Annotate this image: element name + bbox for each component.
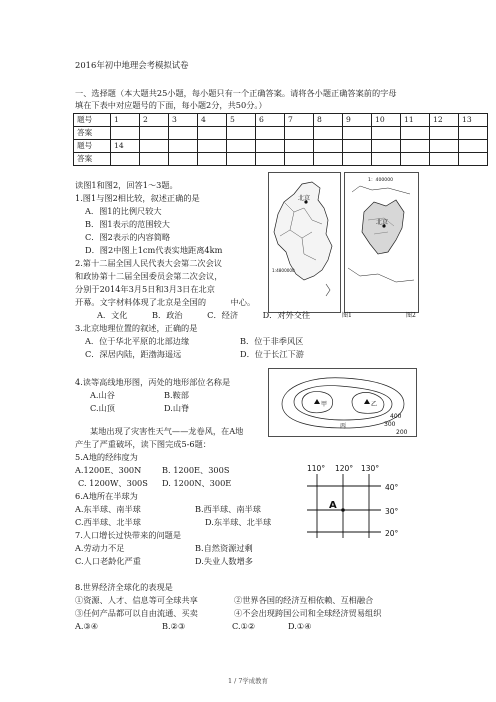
table-cell	[314, 140, 343, 153]
q1-option-d: D．图2中图上1cm代表实地距离4km	[85, 245, 223, 255]
longitude-120-label: 120°	[335, 464, 354, 473]
q4-option-b: B.鞍部	[164, 390, 189, 400]
fig2-scale: 1：400000	[368, 178, 394, 183]
point-a-label: A	[329, 500, 337, 511]
q8-item-4: ④不会出现跨国公司和全球经济贸易组织	[234, 608, 382, 618]
table-cell: 11	[401, 114, 430, 127]
answer-cell[interactable]	[285, 153, 314, 166]
q2-line3: 分别于2014年3月5日和3月3日在北京	[75, 284, 215, 294]
q7-option-d: D.失业人数增多	[195, 556, 253, 566]
answer-cell[interactable]	[401, 127, 430, 140]
q7-stem: 7.人口增长过快带来的问题是	[75, 530, 182, 540]
table-cell: 4	[198, 114, 227, 127]
contour-value-300: 300	[384, 421, 396, 428]
table-header-cell: 答案	[74, 127, 111, 140]
q5-option-b: B. 1200E、300S	[162, 465, 230, 475]
table-header-cell: 答案	[74, 153, 111, 166]
q6-option-b: B.西半球、南半球	[195, 504, 261, 514]
exam-title: 2016年初中地理会考模拟试卷	[75, 60, 189, 70]
answer-cell[interactable]	[140, 153, 169, 166]
q3-stem: 3.北京地理位置的叙述，正确的是	[75, 323, 198, 333]
answer-cell[interactable]	[343, 153, 372, 166]
table-cell	[459, 140, 488, 153]
section-instruction-2: 填在下表中对应题号的下面，每小题2分，共50分。）	[75, 100, 267, 110]
map-figures	[268, 172, 420, 318]
table-row	[74, 153, 488, 166]
table-cell: 3	[169, 114, 198, 127]
table-cell	[401, 140, 430, 153]
table-cell: 9	[343, 114, 372, 127]
q4-option-d: D.山脊	[164, 403, 190, 413]
latitude-40-label: 40°	[385, 483, 399, 492]
peak-jia-marker	[314, 399, 320, 404]
question-intro: 读图1和图2，回答1～3题。	[75, 180, 178, 190]
answer-cell[interactable]	[285, 127, 314, 140]
q8-option-a: A.③④	[75, 621, 99, 631]
q4-option-a: A.山谷	[90, 390, 115, 400]
q8-item-1: ①资源、人才、信息等可全球共享	[75, 595, 198, 605]
answer-cell[interactable]	[169, 127, 198, 140]
q3-option-b: B．位于非季风区	[240, 336, 304, 346]
answer-cell[interactable]	[140, 127, 169, 140]
table-cell	[285, 140, 314, 153]
page-footer: 1 / 7学成教育	[228, 677, 268, 685]
latitude-30-label: 30°	[385, 507, 399, 516]
q6-option-d: D.东半球、北半球	[205, 517, 272, 527]
label-jia: 甲	[321, 401, 328, 408]
answer-table	[73, 113, 488, 166]
q8-option-b: B.②③	[162, 621, 186, 631]
answer-cell[interactable]	[111, 127, 140, 140]
table-cell: 6	[256, 114, 285, 127]
table-cell: 7	[285, 114, 314, 127]
q8-stem: 8.世界经济全球化的表现是	[75, 582, 173, 592]
fig1-caption: 图1	[342, 312, 352, 318]
q5-option-d: D. 1200N、300E	[162, 478, 232, 488]
q2-line4: 开幕。文字材料体现了北京是全国的 中心。	[75, 297, 256, 307]
label-bing: 丙	[340, 423, 347, 430]
table-cell: 5	[227, 114, 256, 127]
answer-cell[interactable]	[314, 127, 343, 140]
table-header-cell: 题号	[74, 114, 111, 127]
q6-stem: 6.A地所在半球为	[75, 491, 138, 501]
q3-option-a: A．位于华北平原的北部边缘	[85, 336, 190, 346]
answer-cell[interactable]	[111, 153, 140, 166]
q3-option-d: D．位于长江下游	[240, 349, 304, 359]
contour-line-300	[294, 386, 392, 420]
table-cell: 1	[111, 114, 140, 127]
contour-value-400: 400	[390, 413, 402, 420]
table-cell	[227, 140, 256, 153]
q8-option-d: D.①④	[288, 621, 312, 631]
table-cell: 12	[430, 114, 459, 127]
q1-option-b: B．图1表示的范围较大	[85, 219, 170, 229]
fig1-scale: 1:4800000	[272, 268, 295, 273]
answer-cell[interactable]	[198, 127, 227, 140]
table-cell: 13	[459, 114, 488, 127]
answer-cell[interactable]	[430, 153, 459, 166]
q56-intro-1: 某地出现了灾害性天气——龙卷风，在A地	[90, 426, 244, 436]
table-cell	[430, 140, 459, 153]
q4-stem: 4.读等高线地形图，丙处的地形部位名称是	[75, 377, 231, 387]
q1-stem: 1.图1与图2相比较，叙述正确的是	[75, 193, 200, 203]
table-cell	[169, 140, 198, 153]
label-yi: 乙	[371, 401, 378, 408]
section-instruction-1: 一、选择题（本大题共25小题，每小题只有一个正确答案。请将各小题正确答案前的字母	[75, 88, 397, 98]
fig2-caption: 图2	[406, 312, 416, 318]
q3-option-c: C．深居内陆，距渤海遥远	[85, 349, 182, 359]
point-a-dot	[341, 508, 345, 512]
contour-value-200: 200	[396, 429, 408, 436]
table-row	[74, 114, 488, 127]
q7-option-c: C.人口老龄化严重	[75, 556, 141, 566]
longitude-110-label: 110°	[307, 464, 326, 473]
answer-cell[interactable]	[314, 153, 343, 166]
lat-lon-grid	[305, 462, 425, 540]
q7-option-a: A.劳动力不足	[75, 543, 125, 553]
table-cell	[343, 140, 372, 153]
answer-cell[interactable]	[227, 153, 256, 166]
table-row	[74, 140, 488, 153]
q5-option-c: C. 1200W、300S	[78, 478, 148, 488]
fig1-city-label: 北京	[298, 195, 311, 202]
table-cell: 10	[372, 114, 401, 127]
q8-item-3: ③任何产品都可以自由流通、买卖	[75, 608, 198, 618]
answer-cell[interactable]	[256, 153, 285, 166]
latitude-20-label: 20°	[385, 529, 399, 538]
table-cell: 14	[111, 140, 140, 153]
peak-yi-marker	[364, 399, 370, 404]
table-cell: 2	[140, 114, 169, 127]
table-cell: 8	[314, 114, 343, 127]
q2-line1: 2.第十二届全国人民代表大会第二次会议	[75, 258, 222, 268]
q5-stem: 5.A地的经纬度为	[75, 452, 138, 462]
longitude-130-label: 130°	[361, 464, 380, 473]
q4-option-c: C.山顶	[90, 403, 115, 413]
q1-option-c: C．图2表示的内容简略	[85, 232, 171, 242]
table-cell	[198, 140, 227, 153]
table-cell	[256, 140, 285, 153]
table-header-cell: 题号	[74, 140, 111, 153]
q56-intro-2: 产生了严重破坏，读下图完成5-6题：	[75, 439, 211, 449]
q8-option-c: C.①②	[232, 621, 256, 631]
answer-cell[interactable]	[372, 153, 401, 166]
q2-line2: 和政协第十二届全国委员会第二次会议，	[75, 271, 223, 281]
table-row	[74, 127, 488, 140]
table-cell	[372, 140, 401, 153]
answer-cell[interactable]	[459, 127, 488, 140]
q2-options: A．文化 B．政治 C．经济 D．对外交往	[97, 310, 311, 320]
contour-map	[268, 368, 418, 438]
answer-cell[interactable]	[430, 127, 459, 140]
answer-cell[interactable]	[256, 127, 285, 140]
q6-option-a: A.东半球、南半球	[75, 504, 141, 514]
q8-item-2: ②世界各国的经济互相依赖、互相融合	[234, 595, 374, 605]
answer-cell[interactable]	[372, 127, 401, 140]
answer-cell[interactable]	[169, 153, 198, 166]
answer-cell[interactable]	[459, 153, 488, 166]
answer-cell[interactable]	[401, 153, 430, 166]
q5-option-a: A.1200E、300N	[75, 465, 142, 475]
q6-option-c: C.西半球、北半球	[75, 517, 141, 527]
q7-option-b: B.自然资源过剩	[195, 543, 253, 553]
island-shape	[326, 284, 330, 296]
answer-cell[interactable]	[227, 127, 256, 140]
q1-option-a: A．图1的比例尺较大	[85, 206, 162, 216]
fig2-city-label: 北京	[376, 219, 389, 226]
table-cell	[140, 140, 169, 153]
answer-cell[interactable]	[198, 153, 227, 166]
answer-cell[interactable]	[343, 127, 372, 140]
